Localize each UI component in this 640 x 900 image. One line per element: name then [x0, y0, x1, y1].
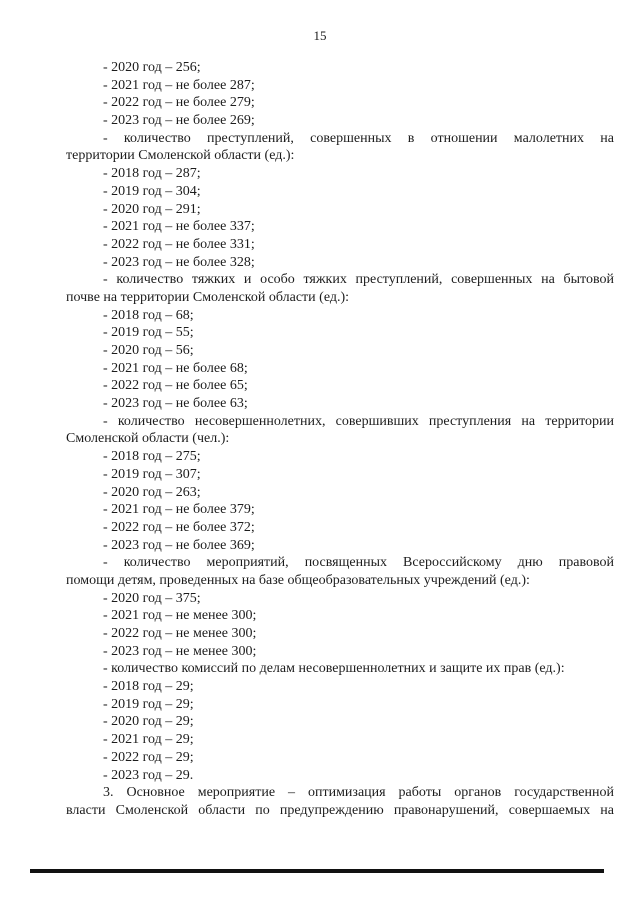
text-line: - 2022 год – не более 65; — [103, 378, 248, 394]
text-line: - 2020 год – 291; — [103, 201, 201, 217]
text-line: - 2022 год – не более 331; — [103, 236, 255, 252]
text-line: - 2021 год – не более 379; — [103, 502, 255, 518]
text-line: - 2023 год – не менее 300; — [103, 643, 257, 659]
text-line: помощи детям, проведенных на базе общеобразовательных учреждений (ед.): — [66, 572, 530, 588]
text-line: - 2018 год – 29; — [103, 679, 194, 695]
text-line: - количество преступлений, совершенных в отношении малолетних на — [103, 130, 614, 146]
text-line: - 2021 год – не более 287; — [103, 77, 255, 93]
text-line: - 2020 год – 256; — [103, 60, 201, 75]
text-line: - 2018 год – 287; — [103, 166, 201, 182]
text-line: почве на территории Смоленской области (ед.): — [66, 289, 350, 305]
text-line: - 2021 год – 29; — [103, 732, 194, 748]
text-line: - 2023 год – 29. — [103, 767, 194, 783]
text-line: - 2018 год – 68; — [103, 307, 194, 323]
text-line: - 2019 год – 55; — [103, 325, 194, 341]
text-line: - 2021 год – не более 68; — [103, 360, 248, 376]
text-line: - 2019 год – 307; — [103, 466, 201, 482]
text-line: - 2021 год – не менее 300; — [103, 608, 257, 624]
text-line: - 2019 год – 304; — [103, 183, 201, 199]
text-line: - количество тяжких и особо тяжких преступлений, совершенных на бытовой — [103, 272, 614, 288]
text-line: - количество несовершеннолетних, совершивших преступления на территории — [103, 413, 614, 429]
text-line: власти Смоленской области по предупреждению правонарушений, совершаемых на — [66, 802, 614, 818]
text-line: - 2023 год – не более 328; — [103, 254, 255, 270]
document-body — [66, 59, 614, 820]
text-line: - количество комиссий по делам несовершеннолетних и защите их прав (ед.): — [103, 661, 565, 677]
text-line: - 2022 год – не более 279; — [103, 95, 255, 111]
text-line: Смоленской области (чел.): — [66, 431, 230, 447]
text-line: - 2022 год – не более 372; — [103, 519, 255, 535]
text-line: - 2020 год – 29; — [103, 714, 194, 730]
text-line: - 2020 год – 375; — [103, 590, 201, 606]
text-line: - 2018 год – 275; — [103, 449, 201, 465]
text-line: 3. Основное мероприятие – оптимизация работы органов государственной — [103, 785, 614, 801]
text-line: территории Смоленской области (ед.): — [66, 148, 295, 164]
text-line: - 2019 год – 29; — [103, 696, 194, 712]
text-line: - 2021 год – не более 337; — [103, 219, 255, 235]
page-number: 15 — [313, 28, 327, 43]
text-line: - 2020 год – 56; — [103, 343, 194, 358]
bottom-rule — [30, 869, 604, 873]
text-line: - 2023 год – не более 369; — [103, 537, 255, 553]
text-line: - 2020 год – 263; — [103, 484, 201, 500]
text-line: - 2023 год – не более 63; — [103, 396, 248, 412]
text-line: - 2022 год – 29; — [103, 749, 194, 765]
text-line: - 2023 год – не более 269; — [103, 113, 255, 129]
text-line: - 2022 год – не менее 300; — [103, 626, 257, 641]
text-line: - количество мероприятий, посвященных Всероссийскому дню правовой — [103, 555, 614, 571]
